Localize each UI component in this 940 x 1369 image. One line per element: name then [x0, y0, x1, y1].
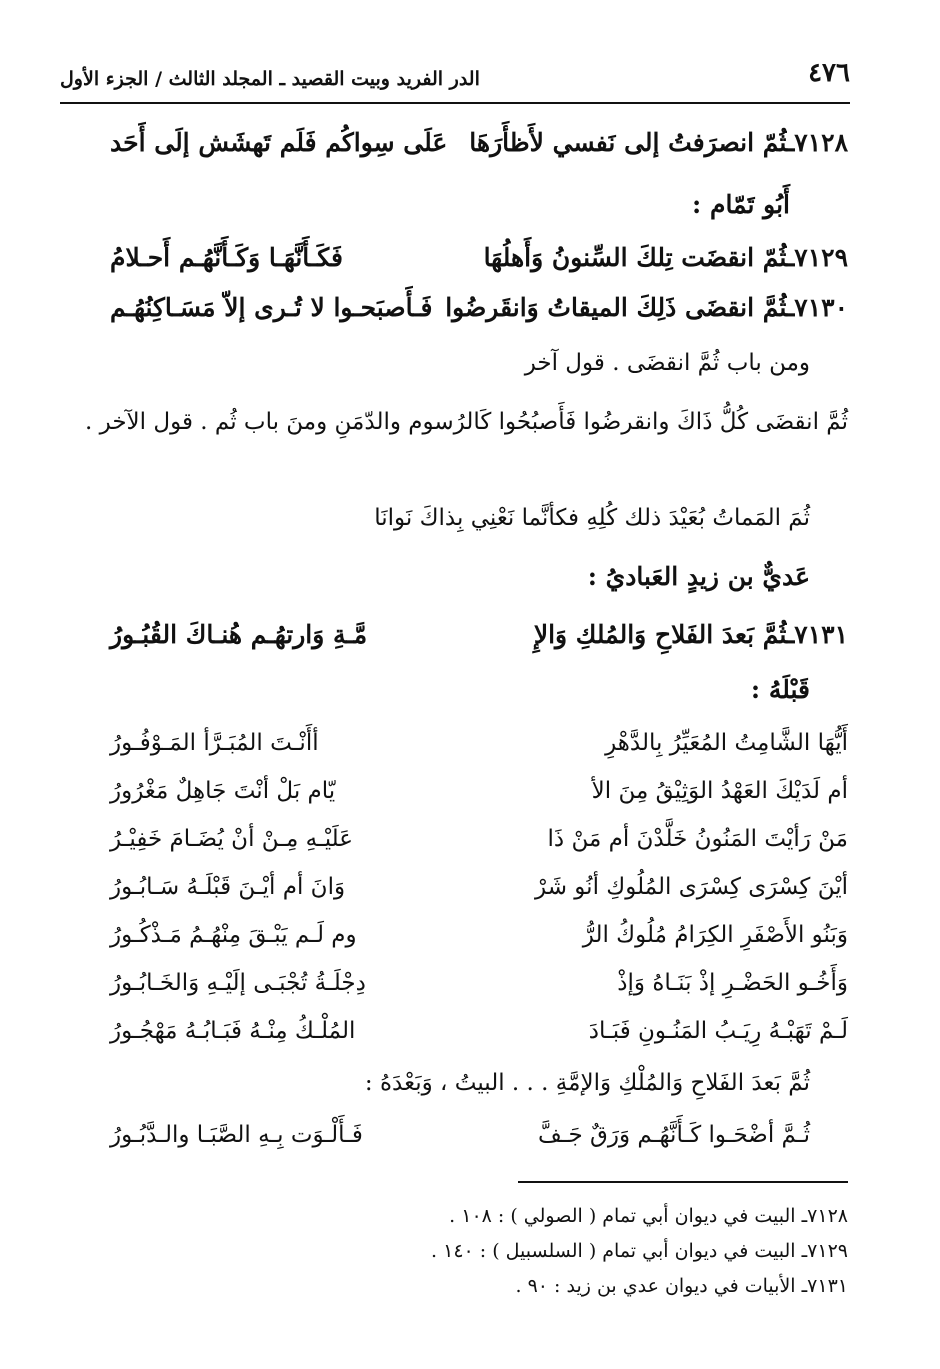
verse-second-hemistich: عَلَى سِواكُم فَلَم تَهشَش إلَى أَحَد: [110, 128, 448, 157]
header-rule: [60, 102, 850, 104]
poem-first-hemistich: أيْنَ كِسْرَى كِسْرَى المُلُوكِ أنُو شَرْ: [535, 874, 848, 900]
running-title: الدر الفريد وبيت القصيد ـ المجلد الثالث / الجزء الأول: [60, 68, 480, 90]
footnote-rule: [518, 1181, 848, 1183]
poem-first-hemistich: لَـمْ تَهَبْـهُ رِيَـبُ المَنُـونِ فَبَـادَ: [588, 1018, 848, 1044]
page-header: [60, 50, 850, 100]
verse-number: ٧١٣٠ـ: [786, 293, 848, 322]
poem-second-hemistich: المُلْـكُ مِنْـهُ فَبَـابُـهُ مَهْجُـورُ: [110, 1018, 356, 1044]
poem-second-hemistich: يّام بَلْ أنْتَ جَاهِلٌ مَغْرُورُ: [110, 778, 336, 804]
poem-second-hemistich: فَـأَلْـوَت بِـهِ الصَّبَـا والـدَّبُـورُ: [110, 1122, 363, 1148]
prose-line: ثُمَّ بَعدَ الفَلاحِ وَالمُلْكِ وَالإمَّةِ . . . البيتُ ، وَبَعْدَهُ :: [364, 1070, 810, 1096]
verse-first-hemistich: [484, 243, 848, 272]
prose-paragraph: ثُمَّ انقضَى كُلُّ ذَاكَ وانقرضُوا فَأَصبُحُوا كَالرُسوم والدّمَنِ ومنَ باب ثُم . قول الآخر .: [85, 409, 848, 435]
poem-second-hemistich: وم لَـم يَبْـقَ مِنْهُـمُ مَـذْكُـورُ: [110, 922, 357, 948]
hemistich-text: ثُمَّ بَعدَ الفَلاحِ وَالمُلكِ وَالإِ: [533, 620, 787, 649]
verse-second-hemistich: مَّـةِ وَارتهُـم هُنـاكَ القُبُـورُ: [110, 620, 368, 649]
poet-name: أَبُو تَمّام :: [692, 190, 790, 219]
poem-second-hemistich: وَانَ أم أيْـنَ قَبْلَـهُ سَـابُـورُ: [110, 874, 346, 900]
verse-number: ٧١٢٨ـ: [786, 128, 848, 157]
poem-first-hemistich: مَنْ رَأيْتَ المَنُونُ خَلَّدْنَ أم مَنْ ذَا: [547, 826, 848, 852]
poem-second-hemistich: أأَنْـتَ المُبَـرَّأ المَـوْفُـورُ: [110, 730, 319, 756]
prose-line: ثُمَ المَماتُ بُعَيْدَ ذلك كُلِهِ فكأنَّما نَعْنِي بِذاكَ نَوانَا: [374, 505, 810, 531]
verse-first-hemistich: [469, 128, 848, 157]
verse-first-hemistich: [534, 620, 848, 649]
footnote: ٧١٢٨ـ البيت في ديوان أبي تمام ( الصولي ) : ١٠٨ .: [449, 1205, 848, 1227]
hemistich-text: ثُمّ انصرَفتُ إلى نَفسي لأَظأَرَهَا: [469, 128, 787, 157]
prose-line: ومن باب ثُمَّ انقضَى . قول آخر: [524, 350, 810, 376]
verse-number: ٧١٣١ـ: [786, 620, 848, 649]
poem-first-hemistich: أم لَدَيْكَ العَهْدُ الوَثِيْقُ مِنَ الأ: [591, 778, 848, 804]
hemistich-text: ثُمّ انقضَت تِلكَ السِّنونُ وَأَهلُهَا: [483, 243, 787, 272]
verse-number: ٧١٢٩ـ: [786, 243, 848, 272]
footnote: ٧١٣١ـ الأبيات في ديوان عدي بن زيد : ٩٠ .: [515, 1275, 848, 1297]
poem-second-hemistich: عَلَيْـهِ مِـنْ أنْ يُضَـامَ خَفِيْـرُ: [110, 826, 353, 852]
verse-first-hemistich: [445, 293, 848, 322]
page-number: ٤٧٦: [808, 58, 850, 88]
poem-first-hemistich: وَأَخُـو الحَضْـرِ إذْ بَنَـاهُ وَإذْ: [617, 970, 848, 996]
poem-first-hemistich: ثُـمَّ أضْحَـوا كَـأَنَّهُـم وَرَقٌ جَـفَّ: [537, 1122, 810, 1148]
poem-first-hemistich: أَيُّهَا الشَّامِتُ المُعَيِّرُ بِالدَّهْرِ: [605, 730, 848, 756]
footnote: ٧١٢٩ـ البيت في ديوان أبي تمام ( السلسبيل ) : ١٤٠ .: [431, 1240, 848, 1262]
poem-second-hemistich: دِجْلَـةُ تُجْبَـى إلَيْـهِ وَالخَـابُـورُ: [110, 970, 366, 996]
poet-name: عَديٌّ بن زيدٍ العَباديُ :: [587, 562, 810, 591]
prose-line: قَبْلَهُ :: [750, 675, 810, 704]
poem-first-hemistich: وَبَنُو الأَصْفَرِ الكِرَامُ مُلُوكُ الرُّ: [582, 922, 848, 948]
hemistich-text: ثُمَّ انقضَى ذَلِكَ الميقاتُ وَانقَرضُوا: [445, 293, 787, 322]
verse-second-hemistich: فَكَـأَنَّهَـا وَكَـأَنَّهُـم أَحـلامُ: [110, 243, 344, 272]
verse-second-hemistich: فَـأَصبَحـوا لا تُـرى إلاّ مَسَـاكِنُهُـم: [110, 293, 433, 322]
